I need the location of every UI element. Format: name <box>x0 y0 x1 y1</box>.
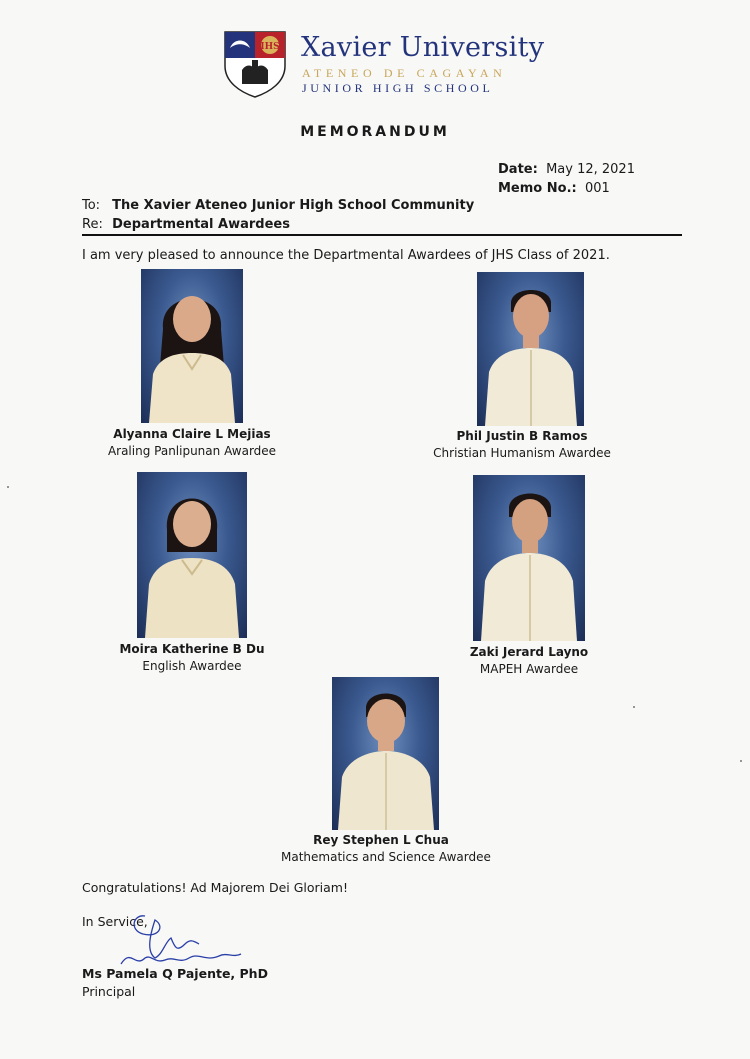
portrait-male-icon <box>477 272 584 426</box>
intro-text: I am very pleased to announce the Departmental Awardees of JHS Class of 2021. <box>82 248 610 263</box>
awardee-caption <box>92 426 292 460</box>
portrait-female-icon <box>141 269 243 423</box>
awardee-photo <box>473 475 585 641</box>
awardee-name: Rey Stephen L Chua <box>313 833 449 847</box>
awardee-photo <box>477 272 584 426</box>
re-value: Departmental Awardees <box>112 217 290 232</box>
closing-message: Congratulations! Ad Majorem Dei Gloriam! <box>82 880 348 895</box>
university-header <box>222 30 545 100</box>
signer-role: Principal <box>82 984 136 999</box>
awardee-name: Alyanna Claire L Mejias <box>113 427 271 441</box>
awardee-caption <box>281 832 491 866</box>
awardee-award: MAPEH Awardee <box>479 662 579 676</box>
awardee-caption <box>92 641 292 675</box>
portrait-female-icon <box>137 472 247 638</box>
university-name: Xavier University <box>301 32 545 63</box>
awardee-name: Zaki Jerard Layno <box>469 645 589 659</box>
awardee-name: Moira Katherine B Du <box>119 642 265 656</box>
awardee-award: Christian Humanism Awardee <box>433 446 611 460</box>
awardee-photo <box>332 677 439 830</box>
awardee-award: English Awardee <box>142 659 242 673</box>
awardee-award: Mathematics and Science Awardee <box>281 850 491 864</box>
awardee-caption <box>429 644 629 678</box>
awardee-caption <box>422 428 622 462</box>
date-label: Date: <box>498 162 538 177</box>
closing-salutation: In Service, <box>82 914 148 929</box>
svg-text:IHS: IHS <box>260 42 280 52</box>
memo-no-label: Memo No.: <box>498 181 577 196</box>
portrait-male-icon <box>473 475 585 641</box>
header-divider <box>82 234 682 236</box>
awardee-photo <box>137 472 247 638</box>
re-label: Re: <box>82 217 103 232</box>
to-label: To: <box>82 198 101 213</box>
signer-name: Ms Pamela Q Pajente, PhD <box>82 966 268 981</box>
scan-speck <box>7 486 9 488</box>
scan-speck <box>740 760 742 762</box>
memo-title: MEMORANDUM <box>300 124 450 140</box>
awardee-award: Araling Panlipunan Awardee <box>107 444 277 458</box>
memo-no-value: 001 <box>584 181 610 196</box>
awardee-photo <box>141 269 243 423</box>
scan-speck <box>633 706 635 708</box>
university-subtitle: ATENEO DE CAGAYAN <box>302 66 507 80</box>
memo-address <box>82 196 474 234</box>
portrait-male-icon <box>332 677 439 830</box>
to-value: The Xavier Ateneo Junior High School Community <box>112 198 475 213</box>
university-seal-icon <box>222 30 288 98</box>
school-name: JUNIOR HIGH SCHOOL <box>302 81 494 95</box>
awardee-name: Phil Justin B Ramos <box>456 429 588 443</box>
memo-meta <box>498 160 635 198</box>
date-value: May 12, 2021 <box>546 162 635 177</box>
